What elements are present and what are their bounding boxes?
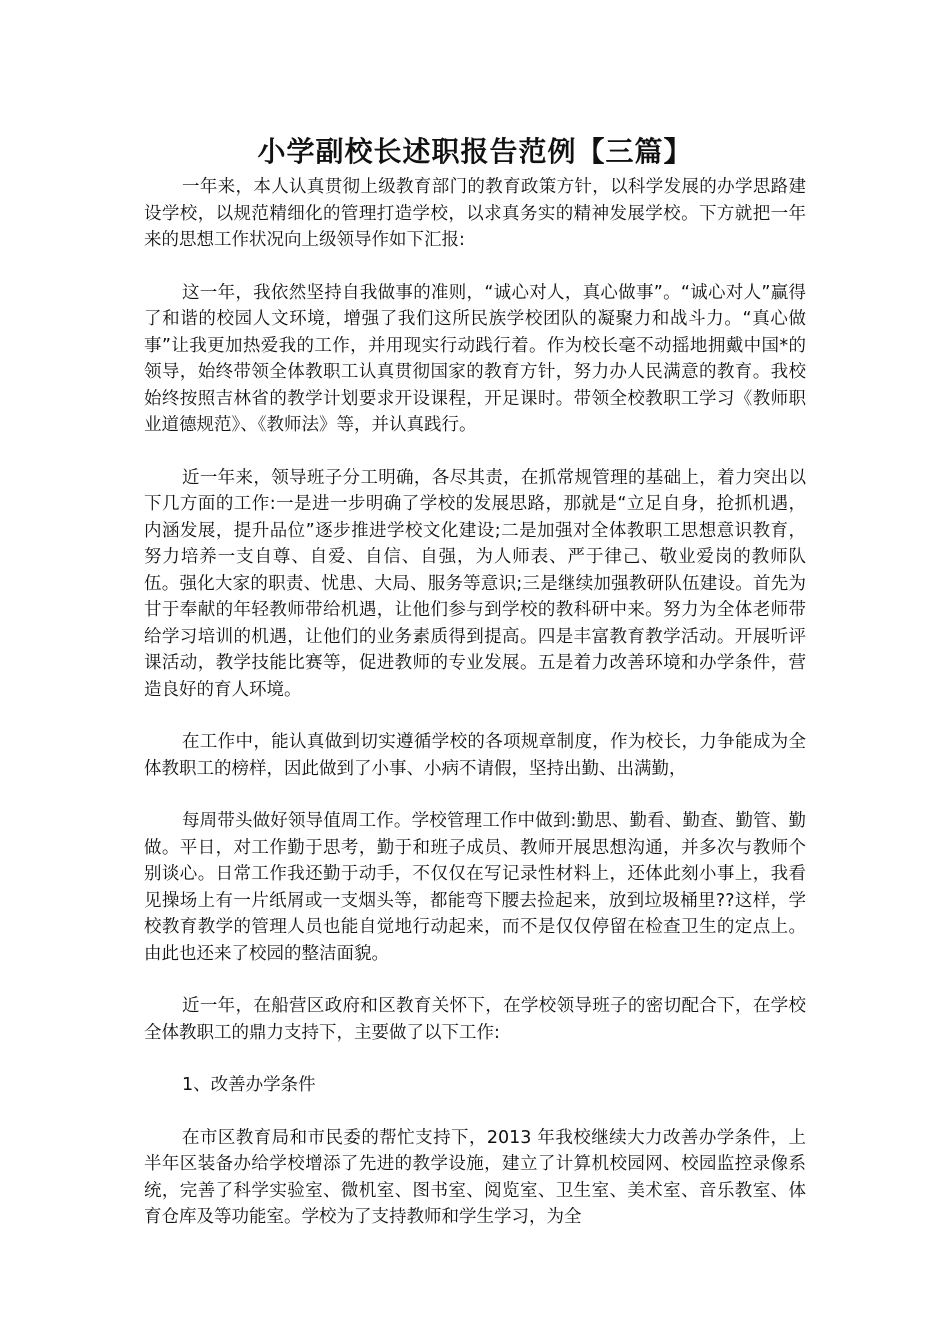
paragraph-6: 近一年，在船营区政府和区教育关怀下，在学校领导班子的密切配合下，在学校全体教职工的鼎力支持下，主要做了以下工作: xyxy=(144,996,806,1043)
paragraph-gap xyxy=(144,439,806,465)
paragraph-7: 在市区教育局和市民委的帮忙支持下，2013 年我校继续大力改善办学条件，上半年区装备办给学校增添了先进的教学设施，建立了计算机校园网、校园监控录像系统，完善了科学实验室、微机室、图书室、阅览室、卫生室、美术室、音乐教室、体育仓库及等功能室。学校为了支持教师和学生学习，为全 xyxy=(144,1127,806,1227)
paragraph-gap xyxy=(144,1046,806,1072)
section-heading: 1、改善办学条件 xyxy=(182,1075,316,1095)
paragraph-4: 在工作中，能认真做到切实遵循学校的各项规章制度，作为校长，力争能成为全体教职工的榜样，因此做到了小事、小病不请假，坚持出勤、出满勤， xyxy=(144,732,806,779)
paragraph-1: 一年来，本人认真贯彻上级教育部门的教育政策方针，以科学发展的办学思路建设学校，以规范精细化的管理打造学校，以求真务实的精神发展学校。下方就把一年来的思想工作状况向上级领导作如下汇报: xyxy=(144,177,806,250)
paragraph-5: 每周带头做好领导值周工作。学校管理工作中做到:勤思、勤看、勤查、勤管、勤做。平日，对工作勤于思考，勤于和班子成员、教师开展思想沟通，并多次与教师个别谈心。日常工作我还勤于动手，不仅仅在写记录性材料上，还体此刻小事上，我看见操场上有一片纸屑或一支烟头等，都能弯下腰去捡起来，放到垃圾桶里??这样，学校教育教学的管理人员也能自觉地行动起来，而不是仅仅停留在检查卫生的定点上。由此也还来了校园的整洁面貌。 xyxy=(144,811,806,964)
paragraph-gap xyxy=(144,1099,806,1125)
paragraph-gap xyxy=(144,967,806,993)
paragraph-3: 近一年来，领导班子分工明确，各尽其责，在抓常规管理的基础上，着力突出以下几方面的工作:一是进一步明确了学校的发展思路，那就是“立足自身，抢抓机遇，内涵发展，提升品位”逐步推进学校文化建设;二是加强对全体教职工思想意识教育，努力培养一支自尊、自爱、自信、自强，为人师表、严于律己、敬业爱岗的教师队伍。强化大家的职责、忧患、大局、服务等意识;三是继续加强教研队伍建设。首先为甘于奉献的年轻教师带给机遇，让他们参与到学校的教科研中来。努力为全体老师带给学习培训的机遇，让他们的业务素质得到提高。四是丰富教育教学活动。开展听评课活动，教学技能比赛等，促进教师的专业发展。五是着力改善环境和办学条件，营造良好的育人环境。 xyxy=(144,467,806,700)
document-title: 小学副校长述职报告范例【三篇】 xyxy=(257,135,693,168)
paragraph-gap xyxy=(144,703,806,729)
paragraph-gap xyxy=(144,254,806,280)
paragraph-2: 这一年，我依然坚持自我做事的准则，“诚心对人，真心做事”。“诚心对人”赢得了和谐的校园人文环境，增强了我们这所民族学校团队的凝聚力和战斗力。“真心做事”让我更加热爱我的工作，并用现实行动践行着。作为校长毫不动摇地拥戴中国*的领导，始终带领全体教职工认真贯彻国家的教育方针，努力办人民满意的教育。我校始终按照吉林省的教学计划要求开设课程，开足课时。带领全校教职工学习《教师职业道德规范》、《教师法》等，并认真践行。 xyxy=(144,282,806,435)
paragraph-gap xyxy=(144,782,806,808)
document-page xyxy=(144,130,806,1231)
